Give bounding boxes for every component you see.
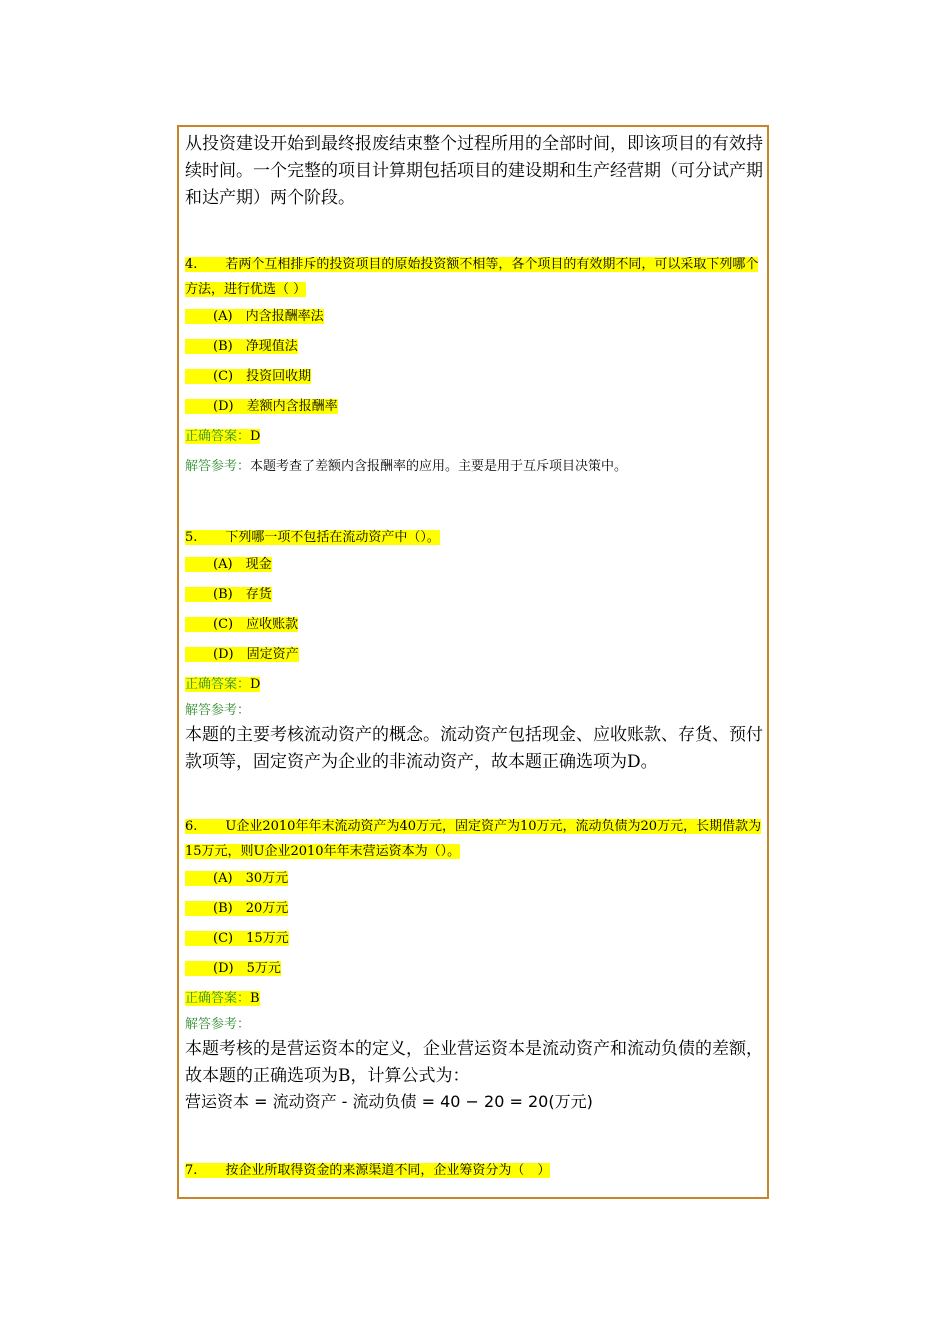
- intro-paragraph: 从投资建设开始到最终报废结束整个过程所用的全部时间，即该项目的有效持续时间。一个完整的项目计算期包括项目的建设期和生产经营期（可分试产期和达产期）两个阶段。: [185, 134, 763, 208]
- formula: 营运资本 = 流动资产 - 流动负债 = 40 − 20 = 20(万元): [185, 1092, 593, 1111]
- option-a[interactable]: (A) 现金: [185, 550, 770, 580]
- option-b[interactable]: (B) 净现值法: [185, 332, 770, 362]
- option-a[interactable]: (A) 内含报酬率法: [185, 302, 770, 332]
- correct-answer: 正确答案：B: [185, 991, 260, 1006]
- question-4: [185, 252, 770, 482]
- correct-answer: 正确答案：D: [185, 677, 261, 692]
- question-text: 4. 若两个互相排斥的投资项目的原始投资额不相等，各个项目的有效期不同，可以采取下列哪个方法，进行优选（ ）: [185, 257, 759, 297]
- question-text: 6. U企业2010年年末流动资产为40万元，固定资产为10万元，流动负债为20万元，长期借款为15万元，则U企业2010年年末营运资本为（）。: [185, 819, 762, 859]
- question-7: [185, 1158, 770, 1183]
- option-a[interactable]: (A) 30万元: [185, 864, 770, 894]
- question-5: [185, 525, 770, 776]
- question-6: [185, 814, 770, 1114]
- option-c[interactable]: (C) 投资回收期: [185, 362, 770, 392]
- option-d[interactable]: (D) 5万元: [185, 954, 770, 984]
- option-c[interactable]: (C) 15万元: [185, 924, 770, 954]
- option-b[interactable]: (B) 存货: [185, 580, 770, 610]
- option-d[interactable]: (D) 差额内含报酬率: [185, 392, 770, 422]
- option-b[interactable]: (B) 20万元: [185, 894, 770, 924]
- explanation-text: 本题的主要考核流动资产的概念。流动资产包括现金、应收账款、存货、预付款项等，固定资产为企业的非流动资产，故本题正确选项为D。: [185, 725, 763, 772]
- question-text: 7. 按企业所取得资金的来源渠道不同，企业筹资分为（ ）: [185, 1163, 551, 1178]
- explanation-label: 解答参考：: [185, 1017, 251, 1032]
- document-content: [185, 131, 770, 1183]
- option-d[interactable]: (D) 固定资产: [185, 640, 770, 670]
- correct-answer: 正确答案：D: [185, 429, 261, 444]
- explanation: 解答参考：本题考查了差额内含报酬率的应用。主要是用于互斥项目决策中。: [185, 459, 628, 474]
- question-text: 5. 下列哪一项不包括在流动资产中（）。: [185, 530, 440, 545]
- explanation-label: 解答参考：: [185, 703, 251, 718]
- option-c[interactable]: (C) 应收账款: [185, 610, 770, 640]
- explanation-text: 本题考核的是营运资本的定义，企业营运资本是流动资产和流动负债的差额，故本题的正确选项为B，计算公式为：: [185, 1039, 763, 1086]
